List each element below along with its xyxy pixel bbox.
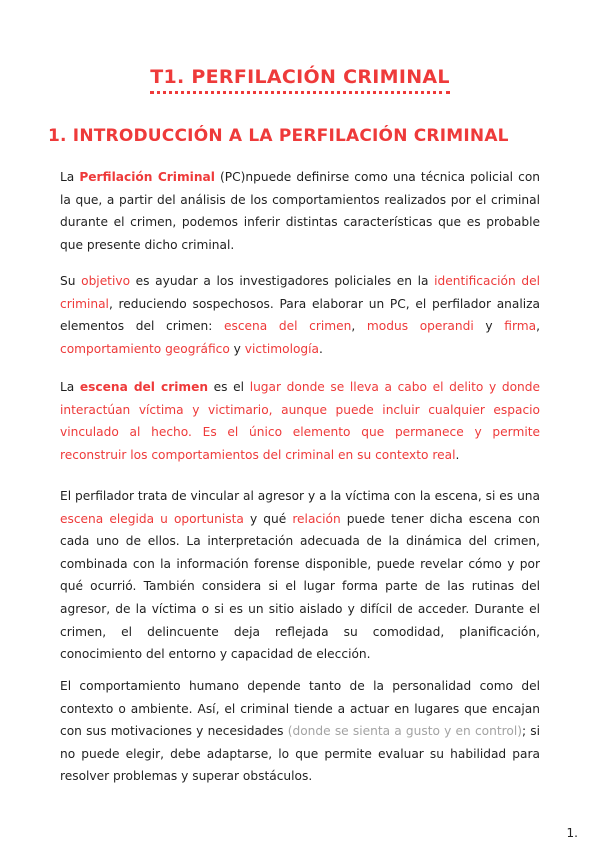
text-run: (PC)npuede definirse como una técnica policial con la que, a partir del análisis de los comportamientos realizados por el criminal durante el crimen, podemos inferir distintas características que es probable que presente dicho criminal. [60, 170, 540, 252]
highlight-term: objetivo [81, 274, 131, 288]
section-heading: 1. INTRODUCCIÓN A LA PERFILACIÓN CRIMINAL [48, 126, 509, 146]
highlight-term: victimología [244, 341, 320, 356]
text-run: , [536, 319, 540, 334]
paragraph-objective [60, 270, 540, 360]
highlight-term: comportamiento geográfico [60, 341, 230, 356]
text-run: . [319, 341, 323, 356]
page-number: 1. [566, 826, 578, 840]
text-run: La [60, 170, 80, 184]
highlight-term: Perfilación Criminal [79, 170, 215, 184]
text-run: y [473, 319, 505, 334]
paragraph-definition [60, 166, 540, 256]
text-run: es el [208, 380, 250, 394]
paragraph-behavior [60, 675, 540, 788]
highlight-term: identificación del criminal [60, 274, 540, 311]
page-title [0, 66, 600, 94]
text-run: y [229, 341, 245, 356]
text-run: es ayudar a los investigadores policiales en la [130, 274, 435, 288]
text-run: puede tener dicha escena con cada uno de ellos. La interpretación adecuada de la dinámica del crimen, combinada con la información forense disponible, puede revelar cómo y por qué ocurrió. También considera si el lugar forma parte de las rutinas del agresor, de la víctima o si es un sitio aislado y difícil de acceder. Durante el crimen, el delincuente deja reflejada su comodidad, planificación, conocimiento del entorno y capacidad de elección. [60, 511, 541, 662]
paragraph-crime-scene [60, 376, 540, 466]
text-run: Su [60, 274, 82, 288]
highlight-term: relación [292, 511, 341, 526]
text-run: ; si no puede elegir, debe adaptarse, lo que permite evaluar su habilidad para resolver problemas y superar obstáculos. [60, 724, 541, 784]
paragraph-profiler [60, 485, 540, 666]
text-run: y qué [243, 511, 293, 526]
text-run: El perfilador trata de vincular al agresor y a la víctima con la escena, si es una [60, 489, 540, 503]
page-title-text: T1. PERFILACIÓN CRIMINAL [150, 66, 450, 94]
text-run: . [455, 447, 460, 462]
text-run: La [60, 380, 80, 394]
text-run: , [351, 319, 367, 334]
highlight-term: escena elegida u oportunista [60, 511, 244, 526]
highlight-term: modus operandi [366, 319, 474, 334]
highlight-passage: lugar donde se lleva a cabo el delito y donde interactúan víctima y victimario, aunque puede incluir cualquier espacio vinculado al hecho. Es el único elemento que permanece y permite reconstruir los comportamientos del criminal en su contexto real [60, 380, 540, 462]
highlight-term: escena del crimen [223, 319, 352, 334]
text-run: El comportamiento humano depende tanto de la personalidad como del contexto o ambiente. Así, el criminal tiende a actuar en lugares que encajan con sus motivaciones y necesidades [60, 679, 540, 739]
text-run: , reduciendo sospechosos. Para elaborar un PC, el perfilador analiza elementos del crimen: [60, 296, 540, 334]
highlight-term: escena del crimen [79, 380, 209, 394]
muted-aside: (donde se sienta a gusto y en control) [287, 724, 522, 739]
highlight-term: firma [504, 319, 537, 334]
